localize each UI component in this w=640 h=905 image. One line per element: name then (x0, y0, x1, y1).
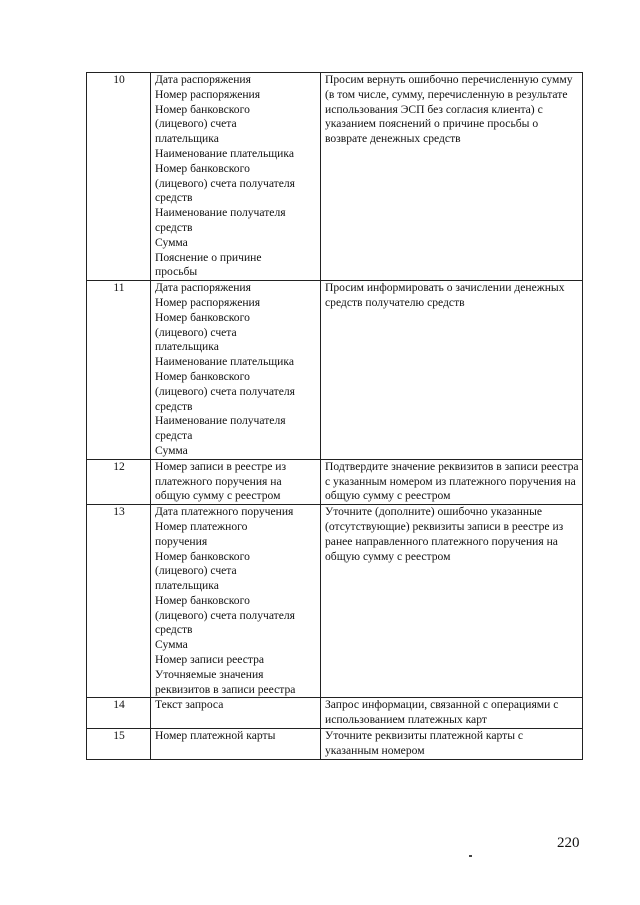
field-line: средств (155, 623, 193, 637)
message-cell: Запрос информации, связанной с операциями с использованием платежных карт (321, 698, 583, 729)
field-line: плательщика (155, 340, 219, 354)
table-row (87, 729, 583, 760)
message-cell: Уточните реквизиты платежной карты с указанным номером (321, 729, 583, 760)
table-row (87, 698, 583, 729)
field-line: (лицевого) счета получателя (155, 384, 295, 398)
field-line: Наименование плательщика (155, 146, 294, 160)
table-row (87, 459, 583, 504)
field-line: Пояснение о причине (155, 250, 262, 264)
message-cell: Просим информировать о зачислении денежных средств получателю средств (321, 281, 583, 460)
field-line: Номер банковского (155, 102, 250, 116)
field-line: Номер банковского (155, 310, 250, 324)
field-line: Номер платежной карты (155, 729, 276, 743)
scan-speck (469, 855, 472, 857)
row-number-cell: 11 (87, 281, 151, 460)
field-line: плательщика (155, 132, 219, 146)
row-number-cell: 12 (87, 459, 151, 504)
field-line: (лицевого) счета (155, 117, 237, 131)
fields-cell (151, 505, 321, 698)
row-number-cell: 15 (87, 729, 151, 760)
field-line: Дата распоряжения (155, 73, 251, 86)
field-line: Номер распоряжения (155, 87, 261, 101)
field-line: Дата распоряжения (155, 281, 251, 295)
field-line: плательщика (155, 579, 219, 593)
field-line: Сумма (155, 443, 188, 457)
row-number-cell: 10 (87, 73, 151, 281)
field-line: платежного поручения на (155, 474, 282, 488)
field-line: (лицевого) счета получателя (155, 176, 295, 190)
fields-cell (151, 281, 321, 460)
fields-cell (151, 73, 321, 281)
message-cell: Подтвердите значение реквизитов в записи реестра с указанным номером из платежного поручения на общую сумму с реестром (321, 459, 583, 504)
field-line: Текст запроса (155, 698, 224, 712)
field-line: Номер записи в реестре из (155, 459, 287, 473)
page-number: 220 (557, 835, 580, 851)
table-row (87, 281, 583, 460)
table-row (87, 73, 583, 281)
message-cell: Просим вернуть ошибочно перечисленную сумму (в том числе, сумму, перечисленную в результате использования ЭСП без согласия клиента) с указанием пояснений о причине просьбы о возврате денежных средств (321, 73, 583, 281)
field-line: просьбы (155, 265, 198, 279)
requests-table (86, 72, 583, 760)
field-line: реквизитов в записи реестра (155, 682, 296, 696)
field-line: (лицевого) счета получателя (155, 608, 295, 622)
field-line: Номер банковского (155, 549, 250, 563)
field-line: средств (155, 220, 193, 234)
message-cell: Уточните (дополните) ошибочно указанные (отсутствующие) реквизиты записи в реестре из ранее направленного платежного поручения на общую сумму с реестром (321, 505, 583, 698)
field-line: Дата платежного поручения (155, 505, 294, 519)
requests-table-body (87, 73, 583, 760)
field-line: Номер распоряжения (155, 295, 261, 309)
field-line: Наименование получателя (155, 206, 286, 220)
field-line: Сумма (155, 235, 188, 249)
row-number-cell: 14 (87, 698, 151, 729)
field-line: Номер банковского (155, 593, 250, 607)
fields-cell (151, 459, 321, 504)
field-line: (лицевого) счета (155, 325, 237, 339)
field-line: общую сумму с реестром (155, 489, 281, 503)
field-line: Номер банковского (155, 369, 250, 383)
field-line: средств (155, 191, 193, 205)
field-line: Наименование получателя (155, 414, 286, 428)
row-number-cell: 13 (87, 505, 151, 698)
field-line: Номер платежного (155, 519, 248, 533)
field-line: поручения (155, 534, 208, 548)
fields-cell (151, 729, 321, 760)
field-line: Уточняемые значения (155, 667, 264, 681)
field-line: средста (155, 429, 193, 443)
field-line: Наименование плательщика (155, 355, 294, 369)
fields-cell (151, 698, 321, 729)
field-line: Сумма (155, 638, 188, 652)
table-row (87, 505, 583, 698)
field-line: Номер банковского (155, 161, 250, 175)
field-line: (лицевого) счета (155, 564, 237, 578)
field-line: средств (155, 399, 193, 413)
field-line: Номер записи реестра (155, 653, 265, 667)
